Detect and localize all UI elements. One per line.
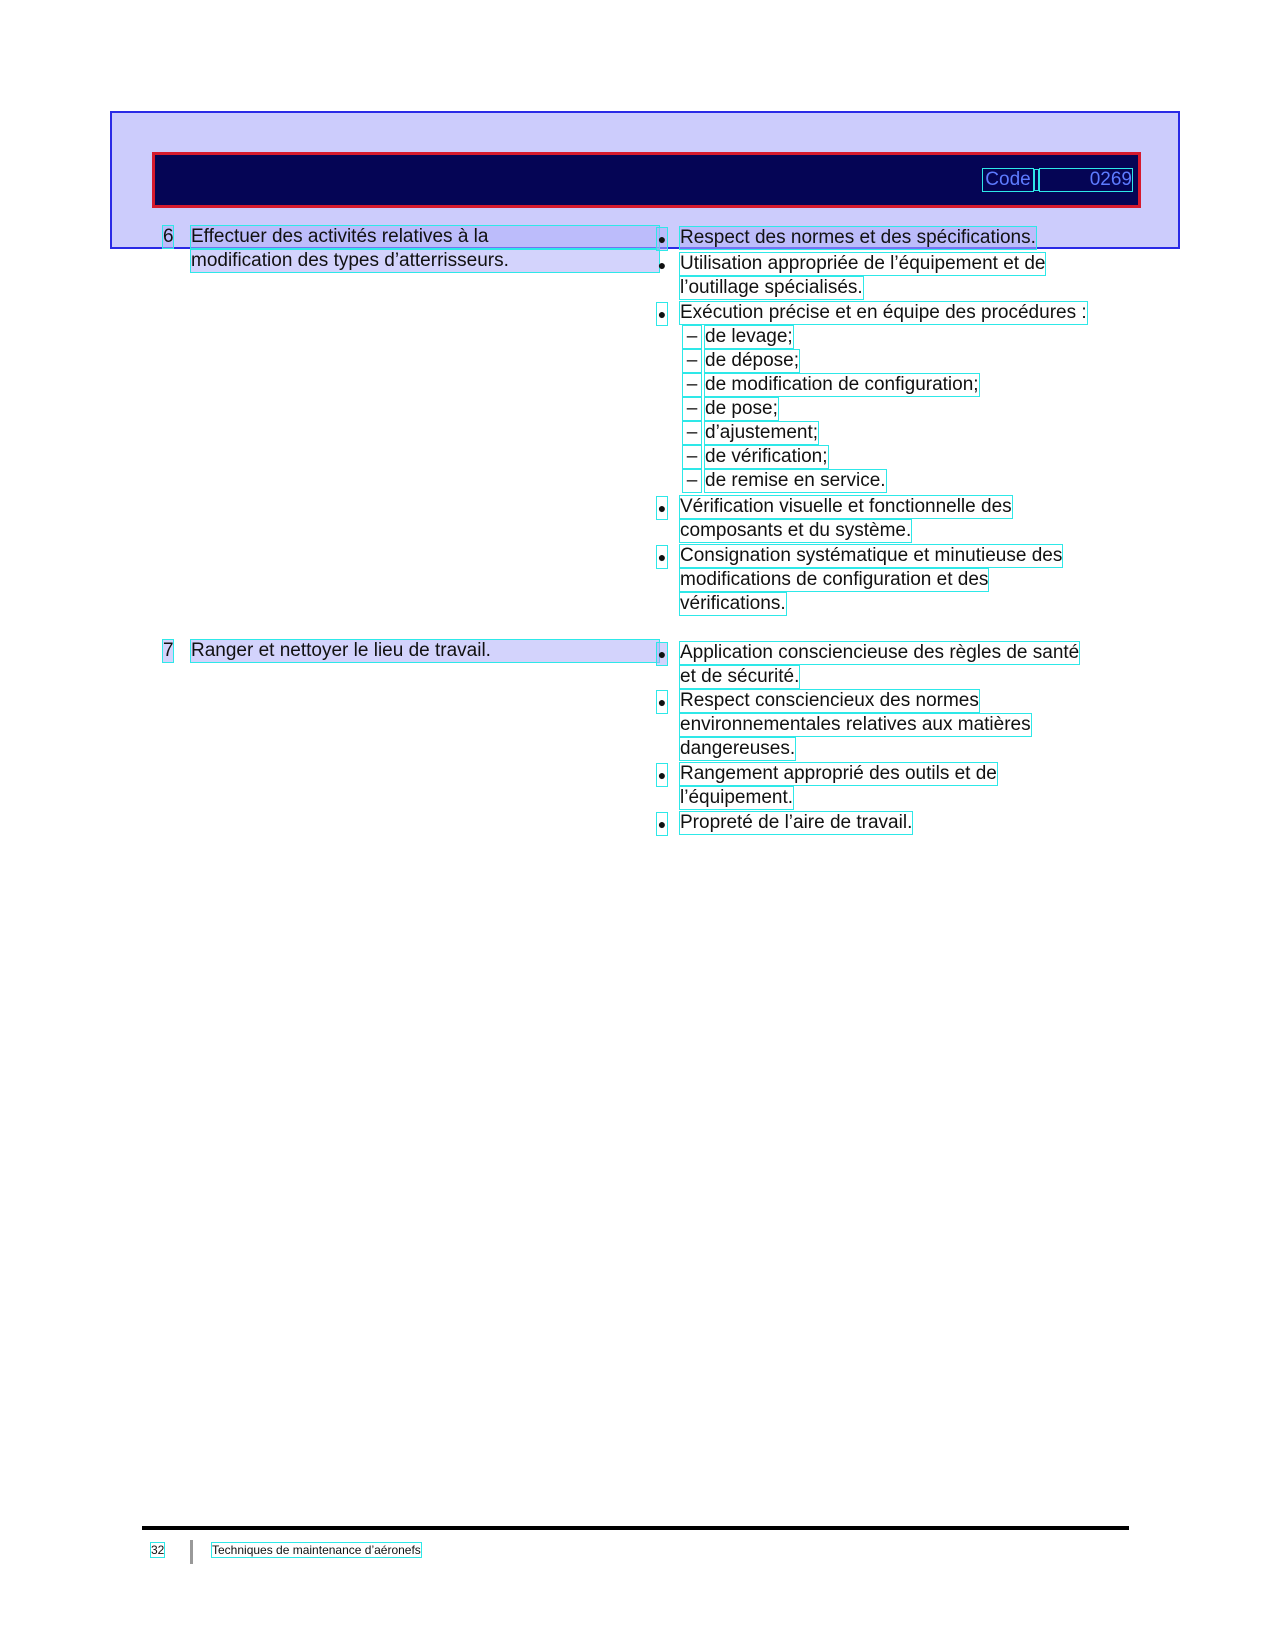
dash-icon: –: [683, 374, 701, 396]
bullet-icon: ●: [657, 764, 667, 786]
code-group: [983, 169, 1132, 191]
criterion-text: et de sécurité.: [680, 666, 800, 687]
criterion-text: composants et du système.: [680, 520, 912, 541]
task-text: Ranger et nettoyer le lieu de travail.: [191, 640, 659, 662]
bullet-icon: ●: [657, 257, 667, 273]
dash-icon: –: [683, 350, 701, 372]
criterion-text: Exécution précise et en équipe des procédures :: [680, 302, 1087, 323]
criterion-text: environnementales relatives aux matières: [680, 714, 1031, 735]
dash-icon: –: [683, 422, 701, 444]
bullet-icon: ●: [657, 643, 667, 665]
criterion-text: l’équipement.: [680, 787, 794, 808]
sub-item-text: de levage;: [705, 326, 793, 347]
criterion-text: Utilisation appropriée de l’équipement et de: [680, 253, 1046, 274]
task-text: modification des types d’atterrisseurs.: [191, 250, 659, 272]
code-separator: [1035, 170, 1038, 190]
dash-icon: –: [683, 326, 701, 348]
sub-item-text: de remise en service.: [705, 470, 886, 491]
footer-title: Techniques de maintenance d’aéronefs: [212, 1543, 421, 1557]
criterion-text: vérifications.: [680, 593, 786, 614]
sub-item-text: de modification de configuration;: [705, 374, 979, 395]
code-label: Code: [985, 169, 1031, 190]
criterion-text: Application consciencieuse des règles de santé: [680, 642, 1080, 663]
bullet-icon: ●: [657, 303, 667, 325]
criterion-text: Vérification visuelle et fonctionnelle des: [680, 496, 1012, 517]
dash-icon: –: [683, 398, 701, 420]
bullet-icon: ●: [657, 813, 667, 835]
bullet-icon: ●: [657, 228, 667, 250]
criterion-text: Respect des normes et des spécifications.: [680, 227, 1036, 248]
dash-icon: –: [683, 446, 701, 468]
footer-rule: [142, 1526, 1129, 1530]
criterion-text: modifications de configuration et des: [680, 569, 989, 590]
task-number: 6: [163, 226, 174, 247]
criterion-text: Consignation systématique et minutieuse des: [680, 545, 1063, 566]
bullet-icon: ●: [657, 546, 667, 568]
bullet-icon: ●: [657, 497, 667, 519]
page-number: 32: [151, 1543, 165, 1557]
bullet-icon: ●: [657, 691, 667, 713]
sub-item-text: de pose;: [705, 398, 778, 419]
task-number: 7: [163, 640, 174, 661]
criterion-text: Rangement approprié des outils et de: [680, 763, 997, 784]
header-bar: [152, 152, 1141, 208]
sub-item-text: de vérification;: [705, 446, 828, 467]
task-text: Effectuer des activités relatives à la: [191, 226, 659, 248]
dash-icon: –: [683, 470, 701, 492]
criterion-text: Respect consciencieux des normes: [680, 690, 979, 711]
sub-item-text: d’ajustement;: [705, 422, 819, 443]
code-value: 0269: [1040, 169, 1132, 191]
criterion-text: Propreté de l’aire de travail.: [680, 812, 913, 833]
criterion-text: l’outillage spécialisés.: [680, 277, 863, 298]
criterion-text: dangereuses.: [680, 738, 796, 759]
footer-separator: [190, 1540, 193, 1564]
sub-item-text: de dépose;: [705, 350, 800, 371]
